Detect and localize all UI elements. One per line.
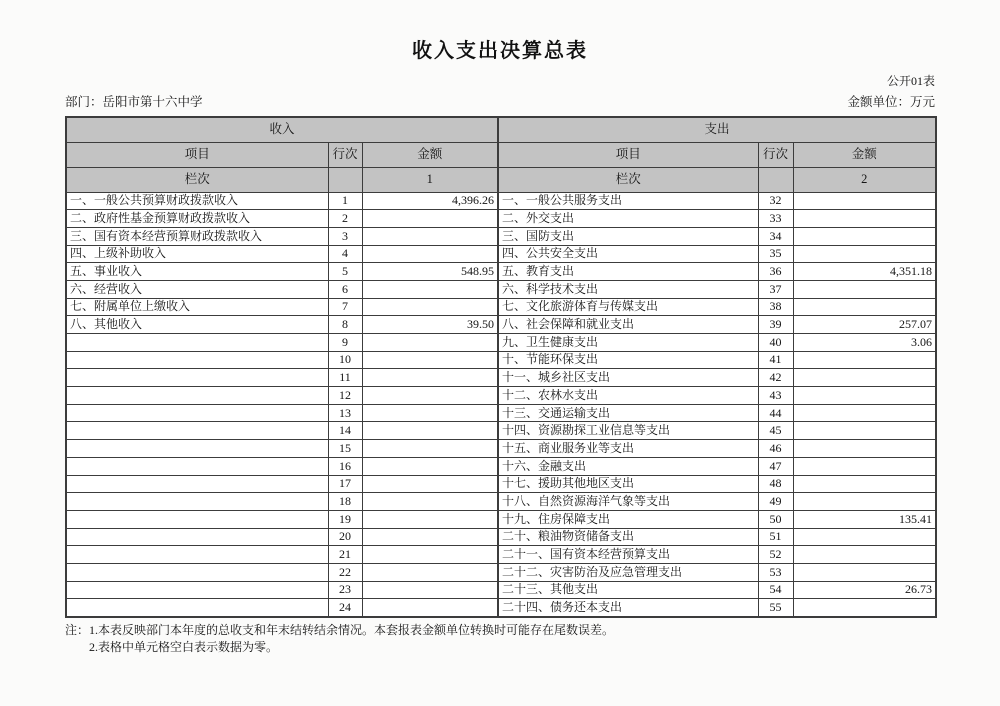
doc-code-label: 公开01表 (886, 74, 935, 88)
exp-item-cell: 十七、援助其他地区支出 (498, 475, 758, 493)
expenditure-section-header: 支出 (498, 117, 936, 142)
exp-line-cell: 50 (758, 510, 793, 528)
page-title: 收入支出决算总表 (412, 40, 588, 62)
income-item-cell: 一、一般公共预算财政拨款收入 (66, 192, 328, 210)
exp-line-cell: 53 (758, 563, 793, 581)
income-amount-cell (362, 298, 498, 316)
exp-item-header: 项目 (498, 142, 758, 167)
income-amount-cell (362, 404, 498, 422)
exp-line-cell: 52 (758, 546, 793, 564)
income-item-cell (66, 334, 328, 352)
exp-item-cell: 十二、农林水支出 (498, 387, 758, 405)
income-line-cell: 20 (328, 528, 362, 546)
table-row (66, 369, 936, 387)
income-item-header: 项目 (66, 142, 328, 167)
exp-item-cell: 十九、住房保障支出 (498, 510, 758, 528)
income-line-cell: 2 (328, 210, 362, 228)
table-row (66, 387, 936, 405)
table-row (66, 440, 936, 458)
footnote-1: 注：1.本表反映部门本年度的总收支和年末结转结余情况。本套报表金额单位转换时可能存在尾数误差。 (65, 622, 615, 637)
income-item-cell (66, 440, 328, 458)
table-row (66, 563, 936, 581)
income-item-cell (66, 351, 328, 369)
income-line-cell: 19 (328, 510, 362, 528)
exp-amount-cell (793, 493, 936, 511)
exp-amount-cell (793, 422, 936, 440)
exp-amount-cell (793, 475, 936, 493)
table-row (66, 493, 936, 511)
table-row (66, 210, 936, 228)
table-row (66, 334, 936, 352)
income-amount-cell (362, 245, 498, 263)
income-item-cell (66, 528, 328, 546)
exp-amount-cell (793, 280, 936, 298)
income-item-cell: 四、上级补助收入 (66, 245, 328, 263)
exp-line-cell: 40 (758, 334, 793, 352)
income-line-cell: 18 (328, 493, 362, 511)
exp-amount-cell: 26.73 (793, 581, 936, 599)
column-index-row (66, 167, 936, 192)
exp-amount-cell (793, 192, 936, 210)
table-row (66, 422, 936, 440)
income-item-cell: 五、事业收入 (66, 263, 328, 281)
table-row (66, 316, 936, 334)
income-item-cell (66, 581, 328, 599)
income-item-cell: 二、政府性基金预算财政拨款收入 (66, 210, 328, 228)
income-amount-cell (362, 510, 498, 528)
exp-amount-cell (793, 440, 936, 458)
exp-line-cell: 39 (758, 316, 793, 334)
income-item-cell: 七、附属单位上缴收入 (66, 298, 328, 316)
table-row (66, 510, 936, 528)
exp-column-index-blank (758, 167, 793, 192)
income-line-cell: 22 (328, 563, 362, 581)
exp-line-cell: 42 (758, 369, 793, 387)
exp-item-cell: 三、国防支出 (498, 227, 758, 245)
exp-item-cell: 二十、粮油物资储备支出 (498, 528, 758, 546)
exp-line-cell: 38 (758, 298, 793, 316)
exp-item-cell: 八、社会保障和就业支出 (498, 316, 758, 334)
income-line-cell: 14 (328, 422, 362, 440)
exp-amount-cell (793, 227, 936, 245)
income-item-cell (66, 457, 328, 475)
table-row (66, 475, 936, 493)
income-item-cell: 三、国有资本经营预算财政拨款收入 (66, 227, 328, 245)
table-row (66, 599, 936, 617)
exp-amount-cell: 4,351.18 (793, 263, 936, 281)
income-line-cell: 1 (328, 192, 362, 210)
exp-item-cell: 一、一般公共服务支出 (498, 192, 758, 210)
exp-amount-cell (793, 298, 936, 316)
income-line-header: 行次 (328, 142, 362, 167)
exp-line-cell: 37 (758, 280, 793, 298)
exp-item-cell: 七、文化旅游体育与传媒支出 (498, 298, 758, 316)
exp-amount-cell (793, 387, 936, 405)
income-item-cell (66, 387, 328, 405)
exp-amount-cell (793, 351, 936, 369)
exp-amount-cell (793, 563, 936, 581)
income-item-cell (66, 493, 328, 511)
income-amount-cell (362, 227, 498, 245)
income-amount-cell (362, 528, 498, 546)
table-row (66, 227, 936, 245)
column-header-row (66, 142, 936, 167)
exp-item-cell: 二十二、灾害防治及应急管理支出 (498, 563, 758, 581)
exp-item-cell: 十五、商业服务业等支出 (498, 440, 758, 458)
income-amount-cell (362, 563, 498, 581)
exp-item-cell: 十八、自然资源海洋气象等支出 (498, 493, 758, 511)
income-section-header: 收入 (66, 117, 498, 142)
exp-line-cell: 48 (758, 475, 793, 493)
income-item-cell (66, 404, 328, 422)
income-line-cell: 16 (328, 457, 362, 475)
exp-line-cell: 47 (758, 457, 793, 475)
exp-line-cell: 41 (758, 351, 793, 369)
income-amount-cell (362, 440, 498, 458)
table-row (66, 546, 936, 564)
income-amount-cell (362, 493, 498, 511)
section-header-row (66, 117, 936, 142)
income-item-cell (66, 475, 328, 493)
exp-line-header: 行次 (758, 142, 793, 167)
income-item-cell (66, 599, 328, 617)
exp-line-cell: 49 (758, 493, 793, 511)
exp-item-cell: 二十四、债务还本支出 (498, 599, 758, 617)
income-line-cell: 8 (328, 316, 362, 334)
exp-amount-cell (793, 546, 936, 564)
exp-amount-cell: 257.07 (793, 316, 936, 334)
table-row (66, 581, 936, 599)
table-row (66, 528, 936, 546)
exp-item-cell: 二十一、国有资本经营预算支出 (498, 546, 758, 564)
exp-line-cell: 32 (758, 192, 793, 210)
exp-amount-cell (793, 369, 936, 387)
income-amount-cell: 39.50 (362, 316, 498, 334)
exp-line-cell: 43 (758, 387, 793, 405)
exp-item-cell: 六、科学技术支出 (498, 280, 758, 298)
income-amount-cell: 548.95 (362, 263, 498, 281)
income-item-cell (66, 422, 328, 440)
exp-item-cell: 九、卫生健康支出 (498, 334, 758, 352)
table-row (66, 351, 936, 369)
income-column-index-blank (328, 167, 362, 192)
income-item-cell (66, 510, 328, 528)
exp-column-index-label: 栏次 (498, 167, 758, 192)
income-amount-cell (362, 210, 498, 228)
exp-amount-cell (793, 245, 936, 263)
exp-item-cell: 十四、资源勘探工业信息等支出 (498, 422, 758, 440)
income-line-cell: 15 (328, 440, 362, 458)
income-item-cell (66, 546, 328, 564)
exp-item-cell: 十、节能环保支出 (498, 351, 758, 369)
income-column-number: 1 (362, 167, 498, 192)
department-label: 部门：岳阳市第十六中学 (65, 95, 203, 109)
exp-line-cell: 33 (758, 210, 793, 228)
exp-line-cell: 46 (758, 440, 793, 458)
table-row (66, 280, 936, 298)
footnotes (65, 622, 945, 656)
exp-line-cell: 45 (758, 422, 793, 440)
income-amount-cell (362, 351, 498, 369)
income-line-cell: 12 (328, 387, 362, 405)
income-amount-cell (362, 387, 498, 405)
exp-item-cell: 十六、金融支出 (498, 457, 758, 475)
exp-amount-header: 金额 (793, 142, 936, 167)
income-amount-cell (362, 599, 498, 617)
table-row (66, 298, 936, 316)
table-row (66, 404, 936, 422)
exp-amount-cell (793, 457, 936, 475)
income-line-cell: 13 (328, 404, 362, 422)
summary-table (65, 116, 937, 618)
income-line-cell: 23 (328, 581, 362, 599)
income-amount-cell (362, 581, 498, 599)
exp-column-number: 2 (793, 167, 936, 192)
table-row (66, 457, 936, 475)
income-amount-cell (362, 422, 498, 440)
income-item-cell: 八、其他收入 (66, 316, 328, 334)
income-amount-cell: 4,396.26 (362, 192, 498, 210)
exp-line-cell: 54 (758, 581, 793, 599)
table-row (66, 245, 936, 263)
income-line-cell: 17 (328, 475, 362, 493)
income-line-cell: 6 (328, 280, 362, 298)
income-amount-cell (362, 280, 498, 298)
income-line-cell: 10 (328, 351, 362, 369)
table-row (66, 263, 936, 281)
exp-amount-cell: 3.06 (793, 334, 936, 352)
income-line-cell: 3 (328, 227, 362, 245)
income-item-cell (66, 563, 328, 581)
income-line-cell: 11 (328, 369, 362, 387)
income-line-cell: 4 (328, 245, 362, 263)
income-line-cell: 5 (328, 263, 362, 281)
income-amount-cell (362, 546, 498, 564)
table-row (66, 192, 936, 210)
exp-item-cell: 十三、交通运输支出 (498, 404, 758, 422)
income-amount-cell (362, 475, 498, 493)
income-amount-cell (362, 457, 498, 475)
income-amount-cell (362, 369, 498, 387)
exp-item-cell: 十一、城乡社区支出 (498, 369, 758, 387)
income-column-index-label: 栏次 (66, 167, 328, 192)
exp-line-cell: 36 (758, 263, 793, 281)
unit-label: 金额单位：万元 (847, 95, 935, 109)
income-amount-header: 金额 (362, 142, 498, 167)
income-line-cell: 21 (328, 546, 362, 564)
exp-line-cell: 34 (758, 227, 793, 245)
exp-line-cell: 35 (758, 245, 793, 263)
exp-line-cell: 51 (758, 528, 793, 546)
exp-line-cell: 44 (758, 404, 793, 422)
exp-item-cell: 四、公共安全支出 (498, 245, 758, 263)
exp-item-cell: 五、教育支出 (498, 263, 758, 281)
exp-amount-cell (793, 210, 936, 228)
footnote-2: 2.表格中单元格空白表示数据为零。 (89, 639, 279, 654)
income-line-cell: 9 (328, 334, 362, 352)
exp-line-cell: 55 (758, 599, 793, 617)
income-line-cell: 7 (328, 298, 362, 316)
exp-amount-cell: 135.41 (793, 510, 936, 528)
income-item-cell: 六、经营收入 (66, 280, 328, 298)
exp-amount-cell (793, 599, 936, 617)
income-item-cell (66, 369, 328, 387)
exp-amount-cell (793, 528, 936, 546)
exp-item-cell: 二、外交支出 (498, 210, 758, 228)
income-line-cell: 24 (328, 599, 362, 617)
table-body (66, 192, 936, 617)
income-amount-cell (362, 334, 498, 352)
exp-amount-cell (793, 404, 936, 422)
exp-item-cell: 二十三、其他支出 (498, 581, 758, 599)
